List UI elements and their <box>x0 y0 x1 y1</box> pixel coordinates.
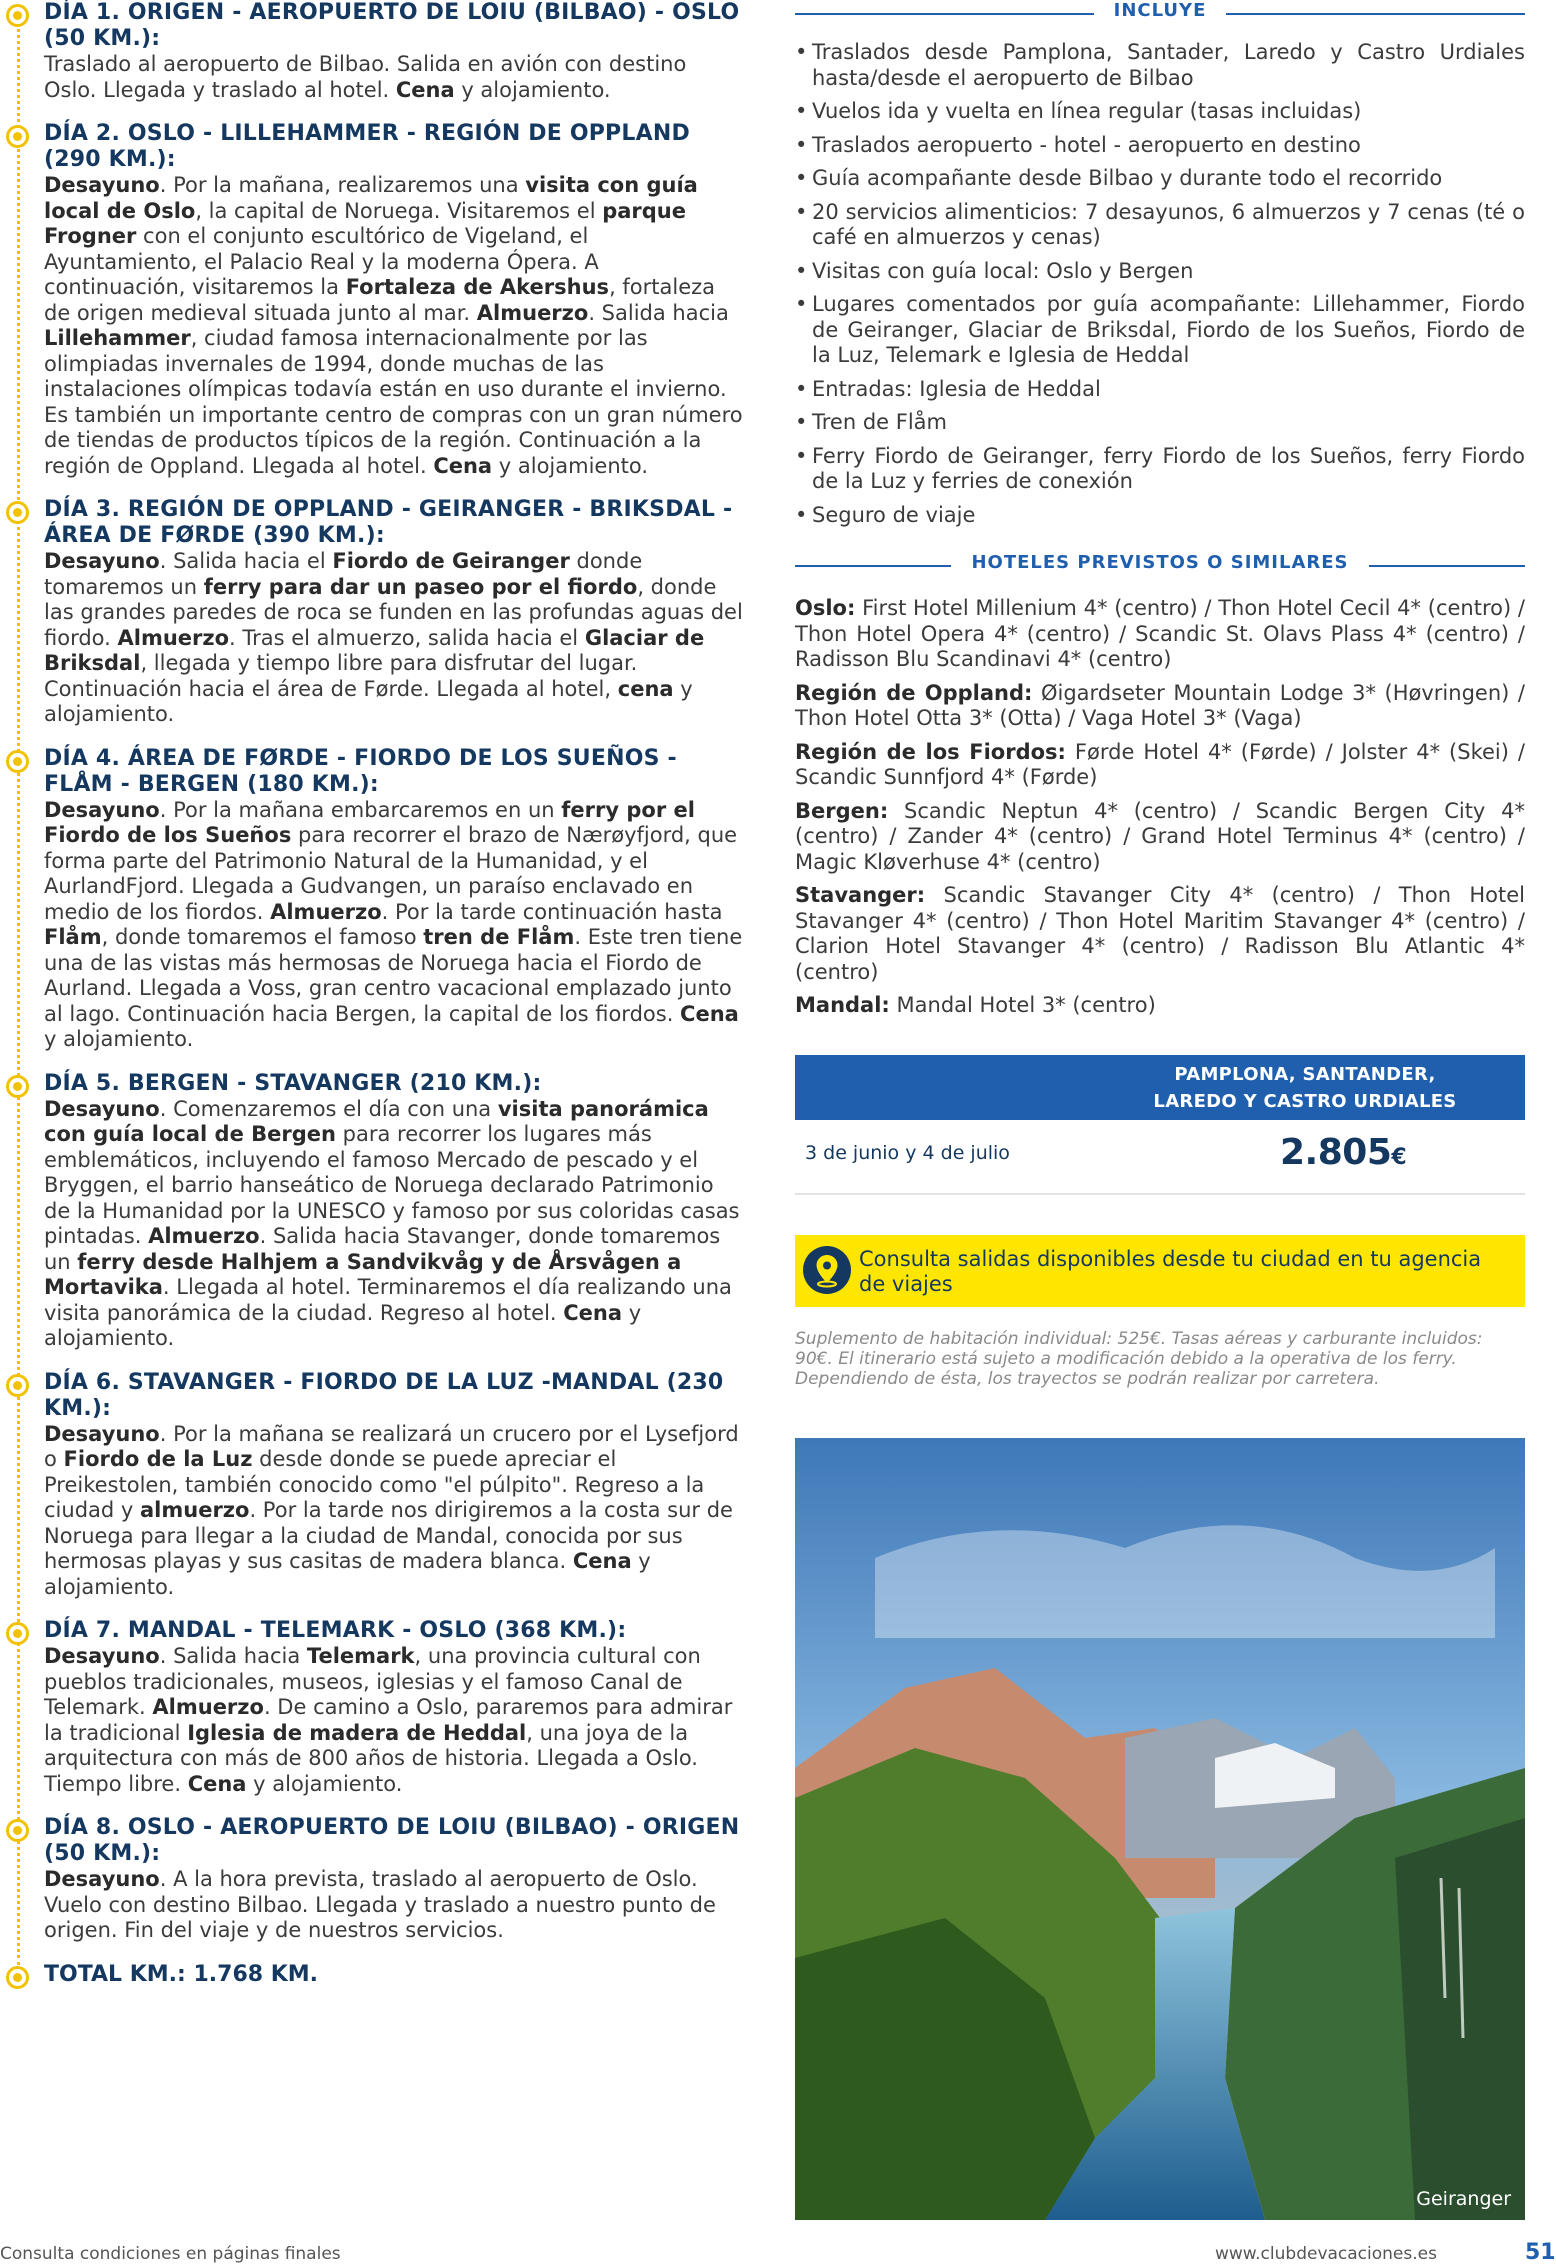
location-pin-icon <box>803 1246 851 1294</box>
day-entry <box>0 121 745 479</box>
day-description: Desayuno. Comenzaremos el día con una visita panorámica con guía local de Bergen para recorrer los lugares más emblemáticos, incluyendo el famoso Mercado de pescado y el Bryggen, el barrio hanseático de Noruega declarado Patrimonio de la Humanidad por la UNESCO y famoso por sus coloridas casas pintadas. Almuerzo. Salida hacia Stavanger, donde tomaremos un ferry desde Halhjem a Sandvikvåg y de Årsvågen a Mortavika. Llegada al hotel. Terminaremos el día realizando una visita panorámica de la ciudad. Regreso al hotel. Cena y alojamiento. <box>44 1096 740 1350</box>
departure-dates: 3 de junio y 4 de julio <box>805 1141 1010 1164</box>
hotel-row <box>795 883 1525 985</box>
hotel-names: First Hotel Millenium 4* (centro) / Thon Hotel Cecil 4* (centro) / Thon Hotel Opera 4* (centro) / Scandic St. Olavs Plass 4* (centro) / Radisson Blu Scandinavi 4* (centro) <box>795 596 1525 671</box>
consult-departures-banner <box>795 1235 1525 1307</box>
hotel-row <box>795 740 1525 791</box>
hotel-city: Mandal: <box>795 993 890 1017</box>
hotel-city: Bergen: <box>795 798 889 823</box>
day-list <box>0 0 745 1944</box>
timeline-marker-icon <box>6 501 29 524</box>
day-title: DÍA 7. MANDAL - TELEMARK - OSLO (368 KM.): <box>44 1618 627 1643</box>
day-title: DÍA 6. STAVANGER - FIORDO DE LA LUZ -MANDAL (230 KM.): <box>44 1369 724 1421</box>
photo-caption: Geiranger <box>1416 2188 1511 2210</box>
day-title: DÍA 5. BERGEN - STAVANGER (210 KM.): <box>44 1070 542 1096</box>
hotel-row <box>795 993 1525 1019</box>
day-description: Desayuno. Salida hacia el Fiordo de Geiranger donde tomaremos un ferry para dar un paseo por el fiordo, donde las grandes paredes de roca se funden en las profundas aguas del fiordo. Almuerzo. Tras el almuerzo, salida hacia el Glaciar de Briksdal, llegada y tiempo libre para disfrutar del lugar. Continuación hacia el área de Førde. Llegada al hotel, cena y alojamiento. <box>44 549 743 726</box>
price: 2.805€ <box>1280 1131 1407 1173</box>
hotel-names: Scandic Neptun 4* (centro) / Scandic Bergen City 4* (centro) / Zander 4* (centro) / Grand Hotel Terminus 4* (centro) / Magic Kløverhuse 4* (centro) <box>795 798 1525 874</box>
price-row <box>795 1120 1525 1195</box>
day-title: DÍA 2. OSLO - LILLEHAMMER - REGIÓN DE OPPLAND (290 KM.): <box>44 121 690 172</box>
page-number: 51 <box>1525 2240 1556 2265</box>
day-title: DÍA 8. OSLO - AEROPUERTO DE LOIU (BILBAO) - ORIGEN (50 KM.): <box>44 1815 740 1866</box>
day-description: Desayuno. Salida hacia Telemark, una provincia cultural con pueblos tradicionales, museos, iglesias y el famoso Canal de Telemark. Almuerzo. De camino a Oslo, pararemos para admirar la tradicional Iglesia de madera de Heddal, una joya de la arquitectura con más de 800 años de historia. Llegada a Oslo. Tiempo libre. Cena y alojamiento. <box>44 1644 733 1796</box>
includes-item: • Entradas: Iglesia de Heddal <box>795 377 1525 403</box>
hotel-names: Førde Hotel 4* (Førde) / Jolster 4* (Skei) / Scandic Sunnfjord 4* (Førde) <box>795 739 1525 789</box>
timeline-marker-icon <box>6 1966 29 1989</box>
supplement-note: Suplemento de habitación individual: 525€. Tasas aéreas y carburante incluidos: 90€. El itinerario está sujeto a modificación debido a la operativa de los ferry. Dependiendo de ésta, los trayectos se podrán realizar por carretera. <box>795 1328 1483 1389</box>
includes-item: • Visitas con guía local: Oslo y Bergen <box>795 259 1525 285</box>
geiranger-photo <box>795 1438 1525 2220</box>
timeline-marker-icon <box>6 1374 29 1397</box>
hotel-city: Región de Oppland: <box>795 680 1033 705</box>
day-title: DÍA 1. ORIGEN - AEROPUERTO DE LOIU (BILBAO) - OSLO (50 KM.): <box>44 0 740 51</box>
itinerary-column <box>0 0 745 2000</box>
includes-item: • Ferry Fiordo de Geiranger, ferry Fiordo de los Sueños, ferry Fiordo de la Luz y ferries de conexión <box>795 444 1525 495</box>
price-table <box>795 1055 1525 1195</box>
includes-heading: INCLUYE <box>795 0 1525 26</box>
total-km <box>0 1962 745 1988</box>
includes-item: • Traslados desde Pamplona, Santader, Laredo y Castro Urdiales hasta/desde el aeropuerto de Bilbao <box>795 40 1525 91</box>
day-description: Desayuno. A la hora prevista, traslado al aeropuerto de Oslo. Vuelo con destino Bilbao. Llegada y traslado a nuestro punto de origen. Fin del viaje y de nuestros servicios. <box>44 1867 716 1942</box>
day-entry <box>0 0 745 103</box>
hotel-city: Región de los Fiordos: <box>795 739 1066 764</box>
hotels-heading: HOTELES PREVISTOS O SIMILARES <box>795 552 1525 578</box>
timeline-marker-icon <box>6 4 29 27</box>
hotel-names: Scandic Stavanger City 4* (centro) / Thon Hotel Stavanger 4* (centro) / Thon Hotel Maritim Stavanger 4* (centro) / Clarion Hotel Stavanger 4* (centro) / Radisson Blu Atlantic 4* (centro) <box>795 883 1525 984</box>
timeline-marker-icon <box>6 1622 29 1645</box>
hotel-names: Øigardseter Mountain Lodge 3* (Høvringen) / Thon Hotel Otta 3* (Otta) / Vaga Hotel 3* (Vaga) <box>795 680 1525 730</box>
includes-item: • Seguro de viaje <box>795 503 1525 529</box>
includes-item: • Tren de Flåm <box>795 410 1525 436</box>
includes-item: • Traslados aeropuerto - hotel - aeropuerto en destino <box>795 133 1525 159</box>
timeline-marker-icon <box>6 750 29 773</box>
timeline-marker-icon <box>6 1075 29 1098</box>
day-entry <box>0 746 745 1053</box>
includes-item: • Vuelos ida y vuelta en línea regular (tasas incluidas) <box>795 99 1525 125</box>
day-entry <box>0 1071 745 1352</box>
hotel-row <box>795 681 1525 732</box>
banner-text: Consulta salidas disponibles desde tu ciudad en tu agencia de viajes <box>859 1246 1482 1296</box>
day-description: Desayuno. Por la mañana, realizaremos una visita con guía local de Oslo, la capital de Noruega. Visitaremos el parque Frogner con el conjunto escultórico de Vigeland, el Ayuntamiento, el Palacio Real y la moderna Ópera. A continuación, visitaremos la Fortaleza de Akershus, fortaleza de origen medieval situada junto al mar. Almuerzo. Salida hacia Lillehammer, ciudad famosa internacionalmente por las olimpiadas invernales de 1994, donde muchas de las instalaciones olímpicas todavía están en uso durante el invierno. Es también un importante centro de compras con un gran número de tiendas de productos típicos de la región. Continuación a la región de Oppland. Llegada al hotel. Cena y alojamiento. <box>44 173 743 478</box>
hotels-list <box>795 596 1525 1019</box>
hotel-city: Oslo: <box>795 596 856 620</box>
includes-list <box>795 40 1525 528</box>
day-description: Desayuno. Por la mañana embarcaremos en un ferry por el Fiordo de los Sueños para recorrer el brazo de Nærøyfjord, que forma parte del Patrimonio Natural de la Humanidad, y el AurlandFjord. Llegada a Gudvangen, un paraíso enclavado en medio de los fiordos. Almuerzo. Por la tarde continuación hasta Flåm, donde tomaremos el famoso tren de Flåm. Este tren tiene una de las vistas más hermosas de Noruega hacia el Fiordo de Aurland. Llegada a Voss, gran centro vacacional emplazado junto al lago. Continuación hacia Bergen, la capital de los fiordos. Cena y alojamiento. <box>44 797 743 1051</box>
footer-website-link[interactable]: www.clubdevacaciones.es <box>1215 2244 1437 2264</box>
day-entry <box>0 497 745 728</box>
hotel-city: Stavanger: <box>795 883 926 907</box>
hotel-row <box>795 596 1525 673</box>
hotel-row <box>795 799 1525 876</box>
day-description: Traslado al aeropuerto de Bilbao. Salida en avión con destino Oslo. Llegada y traslado al hotel. Cena y alojamiento. <box>44 52 687 102</box>
day-description: Desayuno. Por la mañana se realizará un crucero por el Lysefjord o Fiordo de la Luz desde donde se puede apreciar el Preikestolen, también conocido como "el púlpito". Regreso a la ciudad y almuerzo. Por la tarde nos dirigiremos a la costa sur de Noruega para llegar a la ciudad de Mandal, conocida por sus hermosas playas y sus casitas de madera blanca. Cena y alojamiento. <box>44 1421 739 1599</box>
footer-conditions: Consulta condiciones en páginas finales <box>0 2244 341 2264</box>
timeline-marker-icon <box>6 125 29 148</box>
includes-item: • Lugares comentados por guía acompañante: Lillehammer, Fiordo de Geiranger, Glaciar de Briksdal, Fiordo de los Sueños, Fiordo de la Luz, Telemark e Iglesia de Heddal <box>795 292 1525 369</box>
hotel-names: Mandal Hotel 3* (centro) <box>896 993 1156 1017</box>
info-column <box>795 0 1525 1389</box>
total-km-text: TOTAL KM.: 1.768 KM. <box>44 1961 319 1987</box>
day-entry <box>0 1618 745 1797</box>
includes-item: • Guía acompañante desde Bilbao y durante todo el recorrido <box>795 166 1525 192</box>
day-title: DÍA 4. ÁREA DE FØRDE - FIORDO DE LOS SUEÑOS - FLÅM - BERGEN (180 KM.): <box>44 745 677 797</box>
day-entry <box>0 1815 745 1944</box>
day-entry <box>0 1370 745 1601</box>
includes-item: • 20 servicios alimenticios: 7 desayunos, 6 almuerzos y 7 cenas (té o café en almuerzos y cenas) <box>795 200 1525 251</box>
price-table-header: PAMPLONA, SANTANDER, LAREDO Y CASTRO URDIALES <box>795 1055 1525 1120</box>
timeline-marker-icon <box>6 1819 29 1842</box>
day-title: DÍA 3. REGIÓN DE OPPLAND - GEIRANGER - BRIKSDAL - ÁREA DE FØRDE (390 KM.): <box>44 497 733 548</box>
